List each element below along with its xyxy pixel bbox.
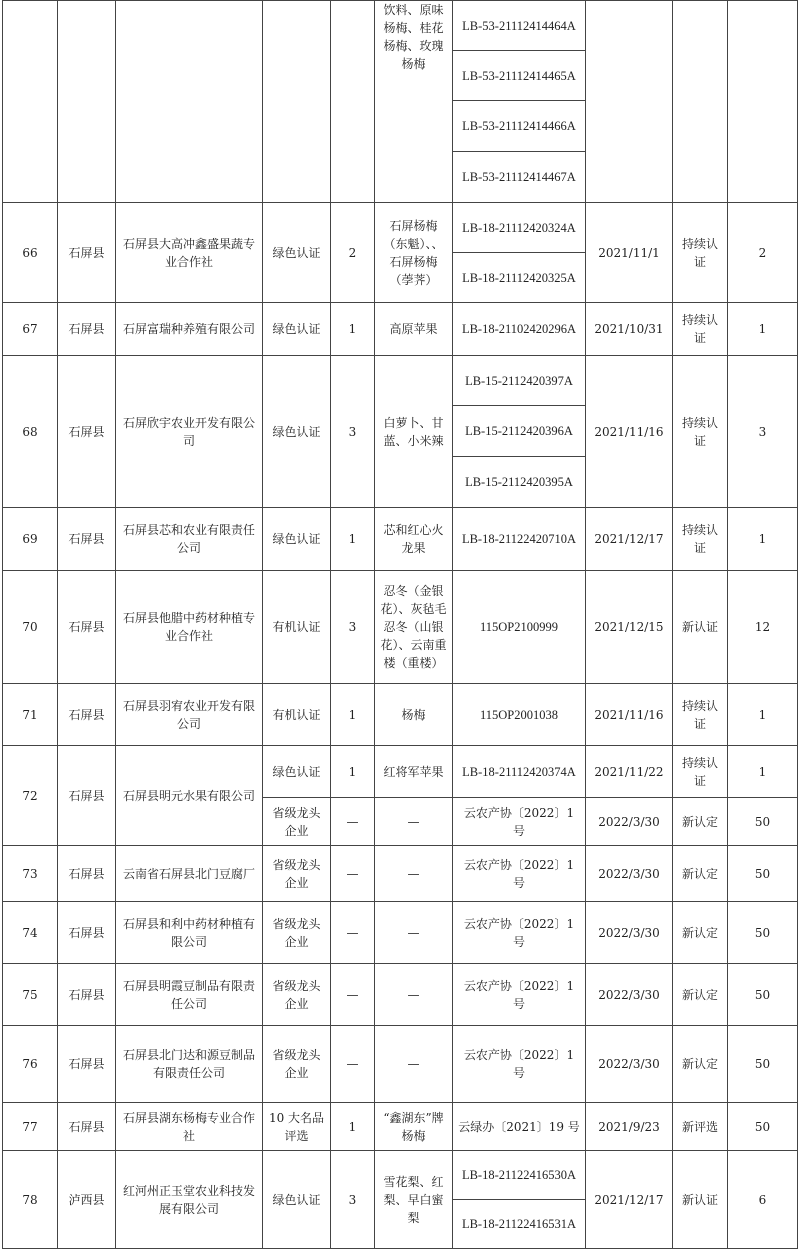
org-cell: 石屏县和利中药材种植有限公司 (116, 902, 263, 964)
code-cell: 115OP2100999 (453, 571, 586, 684)
org-cell: 石屏县湖东杨梅专业合作社 (116, 1103, 263, 1151)
code-cell: LB-18-21112420374A (453, 746, 586, 798)
count-cell: — (331, 846, 375, 902)
county-cell: 石屏县 (58, 1103, 116, 1151)
count-cell: — (331, 902, 375, 964)
date-cell: 2022/3/30 (586, 964, 673, 1026)
product-cell: 饮料、原味杨梅、桂花杨梅、玫瑰杨梅 (375, 1, 453, 203)
county-cell: 石屏县 (58, 846, 116, 902)
org-cell: 石屏欣宇农业开发有限公司 (116, 356, 263, 508)
type-cell: 有机认证 (263, 571, 331, 684)
product-cell: 芯和红心火龙果 (375, 508, 453, 571)
org-cell: 石屏县他腊中药材种植专业合作社 (116, 571, 263, 684)
product-cell: 雪花梨、红梨、早白蜜梨 (375, 1151, 453, 1249)
row-number: 71 (3, 684, 58, 746)
type-cell: 有机认证 (263, 684, 331, 746)
row-number: 73 (3, 846, 58, 902)
code-cell: 云农产协〔2022〕1 号 (453, 846, 586, 902)
table-row (3, 1026, 798, 1103)
product-cell: “鑫湖东”牌杨梅 (375, 1103, 453, 1151)
county-cell: 石屏县 (58, 303, 116, 356)
product-cell: 红将军苹果 (375, 746, 453, 798)
count-cell: 1 (331, 746, 375, 798)
row-number: 68 (3, 356, 58, 508)
table-row (3, 203, 798, 253)
num-cell: 1 (728, 303, 798, 356)
table-row (3, 508, 798, 571)
num-cell: 50 (728, 964, 798, 1026)
org-cell: 云南省石屏县北门豆腐厂 (116, 846, 263, 902)
date-cell: 2021/12/15 (586, 571, 673, 684)
code-cell: LB-18-21122416530A (453, 1151, 586, 1200)
county-cell: 石屏县 (58, 1026, 116, 1103)
code-cell: LB-18-21122416531A (453, 1200, 586, 1249)
org-cell: 石屏县明元水果有限公司 (116, 746, 263, 846)
code-cell: LB-18-21112420325A (453, 253, 586, 303)
row-number: 76 (3, 1026, 58, 1103)
num-cell: 12 (728, 571, 798, 684)
count-cell: 1 (331, 684, 375, 746)
table-row (3, 1, 798, 51)
table-row (3, 846, 798, 902)
county-cell: 石屏县 (58, 902, 116, 964)
date-cell: 2021/11/16 (586, 356, 673, 508)
row-number: 70 (3, 571, 58, 684)
product-cell: 忍冬（金银花）、灰毡毛忍冬（山银花）、云南重楼（重楼） (375, 571, 453, 684)
num-cell: 50 (728, 1026, 798, 1103)
date-cell: 2021/12/17 (586, 508, 673, 571)
type-cell: 绿色认证 (263, 203, 331, 303)
county-cell: 石屏县 (58, 571, 116, 684)
count-cell: 2 (331, 203, 375, 303)
table-row (3, 356, 798, 406)
row-number: 77 (3, 1103, 58, 1151)
status-cell: 新认证 (673, 571, 728, 684)
product-cell: 杨梅 (375, 684, 453, 746)
org-cell: 石屏县大高冲鑫盛果蔬专业合作社 (116, 203, 263, 303)
county-cell: 石屏县 (58, 203, 116, 303)
status-cell: 新认定 (673, 964, 728, 1026)
count-cell: 1 (331, 1103, 375, 1151)
count-cell: — (331, 798, 375, 846)
type-cell: 省级龙头企业 (263, 964, 331, 1026)
num-cell: 1 (728, 684, 798, 746)
count-cell: — (331, 964, 375, 1026)
num-cell: 3 (728, 356, 798, 508)
date-cell: 2021/9/23 (586, 1103, 673, 1151)
count-cell: 3 (331, 356, 375, 508)
county-cell: 泸西县 (58, 1151, 116, 1249)
table-row (3, 303, 798, 356)
org-cell: 石屏县北门达和源豆制品有限责任公司 (116, 1026, 263, 1103)
code-cell: LB-53-21112414464A (453, 1, 586, 51)
status-cell: 持续认证 (673, 303, 728, 356)
count-cell: 3 (331, 571, 375, 684)
type-cell: 绿色认证 (263, 356, 331, 508)
certification-table (2, 0, 798, 1249)
code-cell: LB-53-21112414467A (453, 152, 586, 203)
code-cell: LB-15-2112420396A (453, 406, 586, 457)
date-cell: 2021/10/31 (586, 303, 673, 356)
status-cell: 新认定 (673, 846, 728, 902)
row-number: 78 (3, 1151, 58, 1249)
county-cell: 石屏县 (58, 684, 116, 746)
status-cell: 新评选 (673, 1103, 728, 1151)
code-cell: LB-53-21112414466A (453, 101, 586, 152)
date-cell: 2021/11/22 (586, 746, 673, 798)
code-cell: 云农产协〔2022〕1 号 (453, 798, 586, 846)
status-cell: 持续认证 (673, 356, 728, 508)
type-cell: 省级龙头企业 (263, 798, 331, 846)
org-cell: 石屏县芯和农业有限责任公司 (116, 508, 263, 571)
code-cell: LB-18-21112420324A (453, 203, 586, 253)
org-cell: 石屏县明霞豆制品有限责任公司 (116, 964, 263, 1026)
status-cell: 新认定 (673, 902, 728, 964)
table-row (3, 571, 798, 684)
product-cell: — (375, 798, 453, 846)
org-cell: 石屏富瑞种养殖有限公司 (116, 303, 263, 356)
org-cell: 石屏县羽宥农业开发有限公司 (116, 684, 263, 746)
count-cell: 3 (331, 1151, 375, 1249)
product-cell: — (375, 902, 453, 964)
type-cell: 省级龙头企业 (263, 902, 331, 964)
type-cell: 省级龙头企业 (263, 846, 331, 902)
table-row (3, 1103, 798, 1151)
product-cell: — (375, 1026, 453, 1103)
date-cell: 2021/12/17 (586, 1151, 673, 1249)
date-cell: 2022/3/30 (586, 902, 673, 964)
count-cell: 1 (331, 303, 375, 356)
code-cell: 云农产协〔2022〕1 号 (453, 964, 586, 1026)
type-cell: 10 大名品评选 (263, 1103, 331, 1151)
type-cell: 绿色认证 (263, 303, 331, 356)
county-cell: 石屏县 (58, 356, 116, 508)
num-cell: 50 (728, 902, 798, 964)
num-cell: 50 (728, 798, 798, 846)
num-cell: 50 (728, 846, 798, 902)
row-number: 72 (3, 746, 58, 846)
table-row (3, 964, 798, 1026)
status-cell: 新认定 (673, 798, 728, 846)
product-cell: — (375, 964, 453, 1026)
code-cell: LB-15-2112420395A (453, 457, 586, 508)
product-cell: 白萝卜、甘蓝、小米辣 (375, 356, 453, 508)
row-number: 74 (3, 902, 58, 964)
type-cell: 省级龙头企业 (263, 1026, 331, 1103)
status-cell: 持续认证 (673, 508, 728, 571)
date-cell: 2021/11/1 (586, 203, 673, 303)
product-cell: 高原苹果 (375, 303, 453, 356)
num-cell: 1 (728, 508, 798, 571)
num-cell: 2 (728, 203, 798, 303)
date-cell: 2021/11/16 (586, 684, 673, 746)
date-cell: 2022/3/30 (586, 1026, 673, 1103)
count-cell: — (331, 1026, 375, 1103)
table-row (3, 902, 798, 964)
num-cell: 6 (728, 1151, 798, 1249)
code-cell: 云农产协〔2022〕1 号 (453, 902, 586, 964)
code-cell: LB-18-21102420296A (453, 303, 586, 356)
county-cell: 石屏县 (58, 508, 116, 571)
county-cell: 石屏县 (58, 964, 116, 1026)
row-number: 75 (3, 964, 58, 1026)
num-cell: 1 (728, 746, 798, 798)
status-cell: 持续认证 (673, 203, 728, 303)
date-cell: 2022/3/30 (586, 798, 673, 846)
table-row (3, 1151, 798, 1200)
code-cell: LB-53-21112414465A (453, 51, 586, 101)
count-cell: 1 (331, 508, 375, 571)
county-cell: 石屏县 (58, 746, 116, 846)
table-row (3, 746, 798, 798)
status-cell: 新认定 (673, 1026, 728, 1103)
status-cell: 持续认证 (673, 684, 728, 746)
type-cell: 绿色认证 (263, 508, 331, 571)
date-cell: 2022/3/30 (586, 846, 673, 902)
org-cell: 红河州正玉堂农业科技发展有限公司 (116, 1151, 263, 1249)
type-cell: 绿色认证 (263, 746, 331, 798)
row-number: 67 (3, 303, 58, 356)
product-cell: — (375, 846, 453, 902)
table-row (3, 684, 798, 746)
row-number: 69 (3, 508, 58, 571)
num-cell: 50 (728, 1103, 798, 1151)
code-cell: LB-15-2112420397A (453, 356, 586, 406)
row-number: 66 (3, 203, 58, 303)
code-cell: 云绿办〔2021〕19 号 (453, 1103, 586, 1151)
status-cell: 持续认证 (673, 746, 728, 798)
status-cell: 新认证 (673, 1151, 728, 1249)
type-cell: 绿色认证 (263, 1151, 331, 1249)
code-cell: 云农产协〔2022〕1 号 (453, 1026, 586, 1103)
code-cell: LB-18-21122420710A (453, 508, 586, 571)
code-cell: 115OP2001038 (453, 684, 586, 746)
product-cell: 石屏杨梅（东魁）、、石屏杨梅（荸荠） (375, 203, 453, 303)
